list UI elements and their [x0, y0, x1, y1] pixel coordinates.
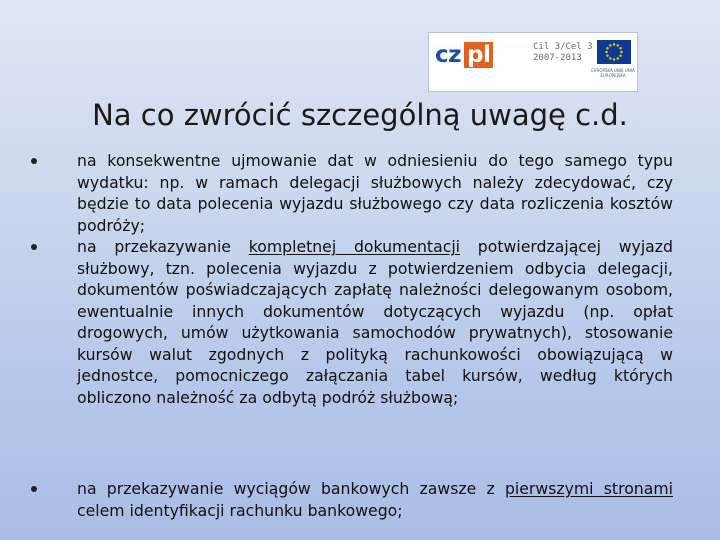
logo-line-1: Cil 3/Cel 3 — [533, 42, 593, 52]
cz-pl-wordmark — [435, 41, 535, 69]
bullet-text — [77, 478, 673, 521]
cz-pl-programme-logo — [428, 32, 638, 92]
slide-title: Na co zwrócić szczególną uwagę c.d. — [92, 98, 628, 132]
eu-stars-icon — [597, 40, 631, 64]
underlined-phrase: pierwszymi stronami — [504, 479, 673, 498]
logo-programme-text — [533, 42, 597, 64]
bullet-text-pre: na przekazywanie — [77, 237, 249, 256]
bullet-list — [0, 144, 720, 534]
underlined-phrase: kompletnej dokumentacji — [248, 237, 461, 256]
bullet-text-post: celem identyfikacji rachunku bankowego; — [77, 500, 403, 520]
bullet-text-pre: na przekazywanie wyciągów bankowych zawsze z — [77, 479, 505, 498]
logo-cz-text: cz — [435, 42, 462, 68]
bullet-text — [77, 236, 673, 408]
bullet-marker — [31, 486, 37, 492]
logo-line-2: 2007-2013 — [533, 53, 582, 63]
eu-flag-icon — [597, 40, 631, 64]
bullet-text-post: potwierdzającej wyjazd służbowy, tzn. polecenia wyjazdu z potwierdzeniem odbycia delegacji, dokumentów poświadczających zapłatę należności delegowanym osobom, ewentualnie innych dokumentów dotyczących wyjazdu (np. opłat drogowych, umów użytkowania samochodów prywatnych), stosowanie kursów walut zgodnych z polityką rachunkowości obowiązującą w jednostce, pomocniczego załączania tabel kursów, według których obliczono należność za odbytą podróż służbową; — [77, 237, 673, 407]
eu-caption: EVROPSKÁ UNIE UNIA EUROPEJSKA — [591, 68, 635, 78]
bullet-marker — [31, 244, 37, 250]
logo-pl-text: pl — [464, 42, 493, 68]
bullet-marker — [31, 158, 37, 164]
bullet-text: na konsekwentne ujmowanie dat w odniesieniu do tego samego typu wydatku: np. w ramach delegacji służbowych należy zdecydować, czy będzie to data polecenia wyjazdu służbowego czy data rozliczenia kosztów podróży; — [77, 151, 673, 235]
